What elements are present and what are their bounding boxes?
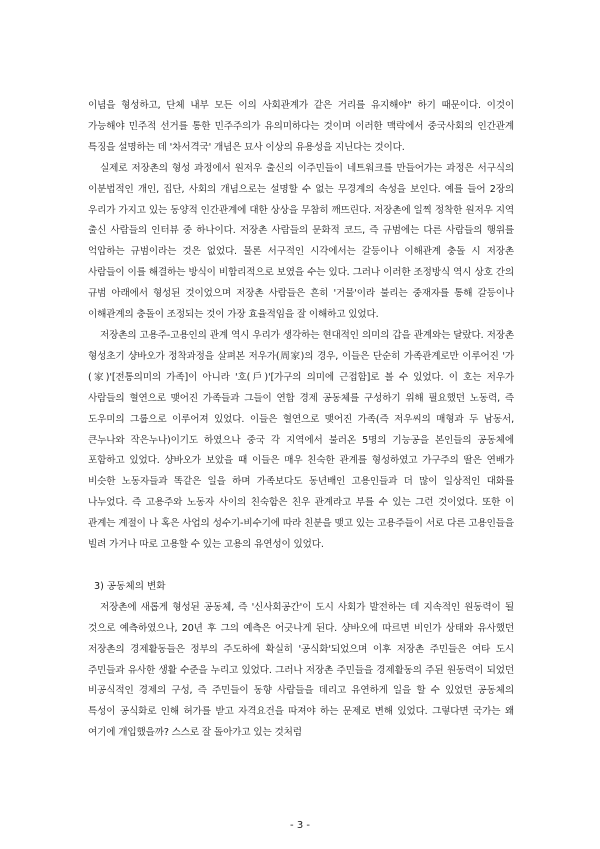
section-gap — [88, 556, 514, 577]
section-heading: 3) 공동체의 변화 — [94, 580, 166, 592]
paragraph-employer-relations: 저장촌의 고용주-고용인의 관계 역시 우리가 생각하는 현대적인 의미의 갑을 관계와는 달랐다. 저장촌 형성초기 샹바오가 정착과정을 살펴본 저우가(周家)의 경우, 이들은 단순히 가족관계로만 이루어진 '가(家)'[전통의미의 가족]이 아니라 '호(戶)'[가구의 의미에 근접함]로 볼 수 있었다. 이 호는 저우가 사람들의 혈연으로 맺어진 가족들과 그들이 연합 경제 공동체를 구성하기 위해 필요했던 노동력, 즉 도우미의 그룹으로 이루어져 있었다. 이들은 혈연으로 맺어진 가족(즉 저우씨의 매형과 두 남동서, 큰누나와 작은누나)이기도 하였으나 중국 각 지역에서 불러온 5명의 기능공을 본인들의 공동체에 포함하고 있었다. 샹바오가 보았을 때 이들은 매우 친숙한 관계를 형성하였고 가구주의 딸은 연배가 비슷한 노동자들과 똑같은 일을 하며 가족보다도 동년배인 고용인들과 더 많이 일상적인 대화를 나누었다. 즉 고용주와 노동자 사이의 친숙함은 친우 관계라고 부를 수 있는 그런 것이었다. 또한 이 관계는 계절이 나 혹은 사업의 성수기-비수기에 따라 친분을 맺고 있는 고용주들이 서로 다른 고용인들을 빌려 가거나 따로 고용할 수 있는 고용의 유연성이 있었다. — [88, 329, 514, 551]
document-body — [88, 96, 514, 744]
page-number: - 3 - — [290, 820, 310, 831]
paragraph-network-formation: 실제로 저장촌의 형성 과정에서 원저우 출신의 이주민들이 네트워크를 만들어가는 과정은 서구식의 이분법적인 개인, 집단, 사회의 개념으로는 설명할 수 없는 무경계의 속성을 보인다. 예를 들어 2장의 우리가 가지고 있는 동양적 인간관계에 대한 상상을 무참히 깨뜨린다. 저장촌에 일찍 정착한 원저우 지역 출신 사람들의 인터뷰 중 하나이다. 저장촌 사람들의 문화적 코드, 즉 규범에는 다른 사람들의 행위를 억압하는 규범이라는 것은 없었다. 물론 서구적인 시각에서는 갈등이나 이해관계 충돌 시 저장촌 사람들이 이를 해결하는 방식이 비합리적으로 보였을 수는 있다. 그러나 이러한 조정방식 역시 상호 간의 규범 아래에서 형성된 것이었으며 저장촌 사람들은 흔히 '거물'이라 불리는 중재자를 통해 갈등이나 이해관계의 충돌이 조정되는 것이 가장 효율적임을 잘 이해하고 있었다. — [88, 162, 514, 321]
paragraph-community-change: 저장촌에 새롭게 형성된 공동체, 즉 '신사회공간'이 도시 사회가 발전하는 데 지속적인 원동력이 될 것으로 예측하였으나, 20년 후 그의 예측은 어긋나게 된다. 샹바오에 따르면 비인가 상태와 유사했던 저장촌의 경제활동들은 정부의 주도하에 확실히 '공식화'되었으며 이후 저장촌 주민들은 여타 도시 주민들과 유사한 생활 수준을 누리고 있었다. 그러나 저장촌 주민들을 경제활동의 주된 원동력이 되었던 비공식적인 경제의 구성, 즉 주민들이 동향 사람들을 데리고 유연하게 일을 할 수 있었던 공동체의 특성이 공식화로 인해 허가를 받고 자격요건을 따져야 하는 문제로 변해 있었다. 그렇다면 국가는 왜 여기에 개입했을까? 스스로 잘 돌아가고 있는 것처럼 — [88, 601, 514, 739]
paragraph-continuation: 이념을 형성하고, 단체 내부 모든 이의 사회관계가 같은 거리를 유지해야" 하기 때문이다. 이것이 가능해야 민주적 선거를 통한 민주주의가 유의미하다는 것이며 이러한 맥락에서 중국사회의 인간관계 특징을 설명하는 데 '차서격국' 개념은 묘사 이상의 유용성을 지닌다는 것이다. — [88, 100, 514, 153]
